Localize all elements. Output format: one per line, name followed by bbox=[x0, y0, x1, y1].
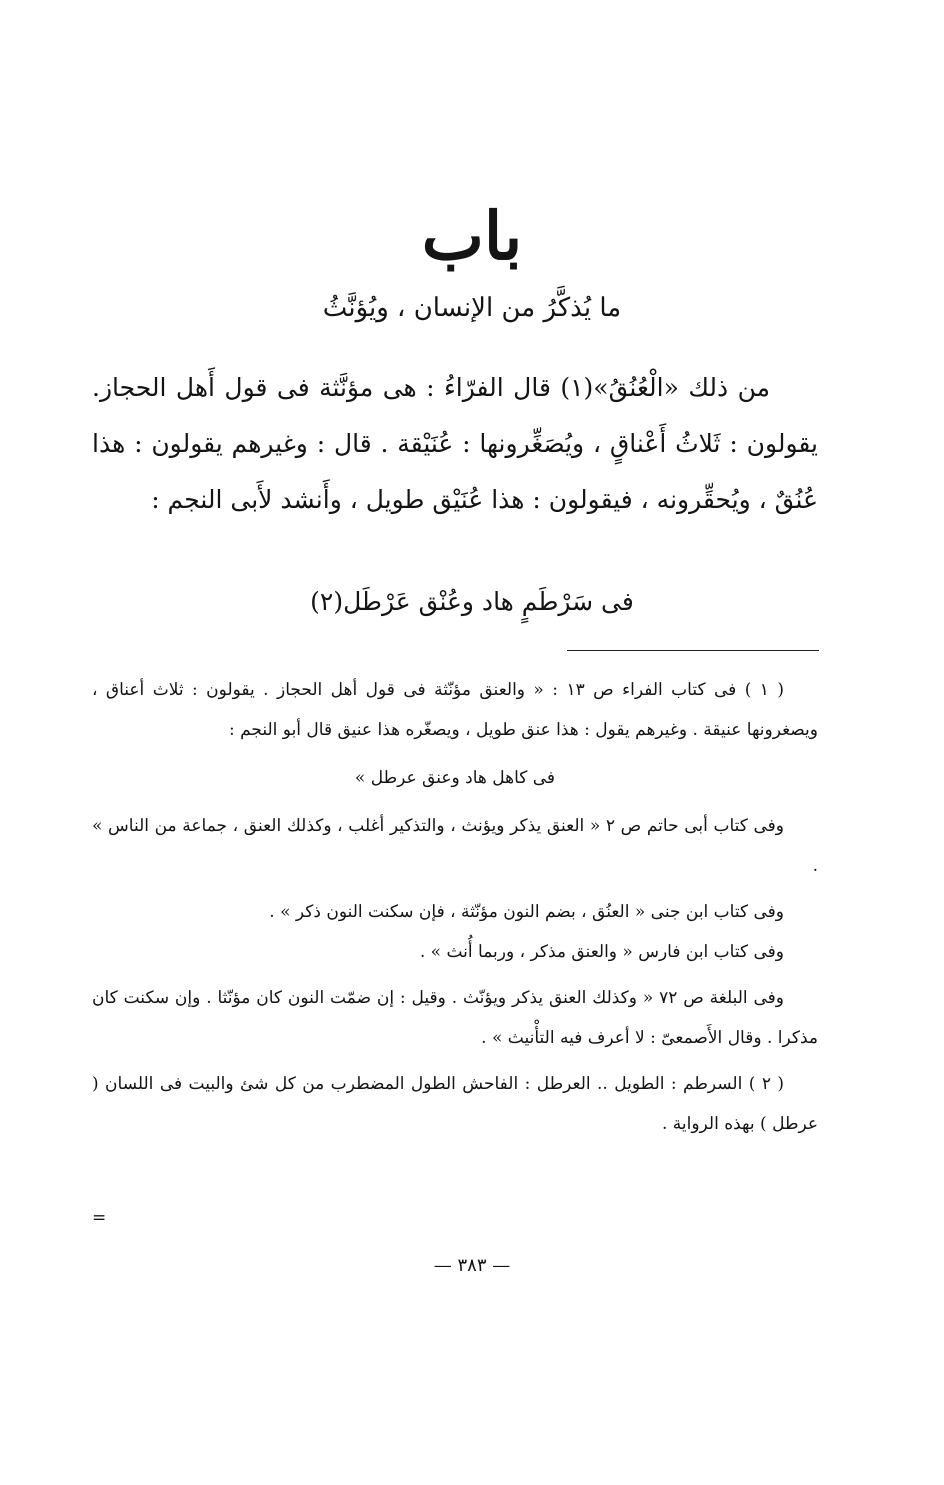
footnote-paragraph: ( ٢ ) السرطم : الطويل .. العرطل : الفاحش الطول المضطرب من كل شئ والبيت فى اللسان ( عرطل ) بهذه الرواية . bbox=[92, 1074, 818, 1134]
footnote-paragraph: وفى كتاب ابن جنى « العنُق ، بضم النون مؤنّثة ، فإن سكنت النون ذكر » . bbox=[269, 902, 784, 922]
footnote-paragraph: وفى البلغة ص ٧٢ « وكذلك العنق يذكر ويؤنّث . وقيل : إن ضمّت النون كان مؤنّثا . وإن سكنت كان مذكرا . وقال الأَصمعىّ : لا أعرف فيه التأْنيث » . bbox=[92, 988, 818, 1048]
chapter-subtitle: ما يُذكَّرُ من الإنسان ، ويُؤنَّثُ bbox=[322, 293, 622, 323]
footnote-divider bbox=[567, 650, 819, 651]
continuation-mark: = bbox=[92, 1208, 107, 1228]
footnote-paragraph: وفى كتاب أبى حاتم ص ٢ « العنق يذكر ويؤنث ، والتذكير أغلب ، وكذلك العنق ، جماعة من الناس » . bbox=[92, 816, 818, 876]
page-number: — ٣٨٣ — bbox=[433, 1255, 511, 1276]
footnote-paragraph: وفى كتاب ابن فارس « والعنق مذكر ، وربما أُنث » . bbox=[419, 942, 784, 962]
footnotes bbox=[92, 670, 818, 1144]
main-text bbox=[92, 360, 818, 528]
footnote-verse: فى كاهل هاد وعنق عرطل » bbox=[354, 768, 556, 788]
footnote-paragraph: ( ١ ) فى كتاب الفراء ص ١٣ : « والعنق مؤنّثة فى قول أهل الحجاز . يقولون : ثلاث أعناق ، ويصغرونها عنيقة . وغيرهم يقول : هذا عنق طويل ، ويصغّره هذا عنيق قال أبو النجم : bbox=[92, 680, 818, 740]
chapter-title: باب bbox=[421, 197, 523, 275]
main-paragraph: من ذلك «الْعُنُقُ»(١) قال الفرّاءُ : هى مؤنَّثة فى قول أَهل الحجاز. يقولون : ثَلاثُ أَعْناقٍ ، ويُصَغِّرونها : عُنَيْقة . قال : وغيرهم يقولون : هذا عُنُقٌ ، ويُحقِّرونه ، فيقولون : هذا عُنَيْق طويل ، وأَنشد لأَبى النجم : bbox=[92, 373, 818, 514]
verse-line: فى سَرْطَمٍ هاد وعُنْق عَرْطَل(٢) bbox=[310, 587, 634, 616]
